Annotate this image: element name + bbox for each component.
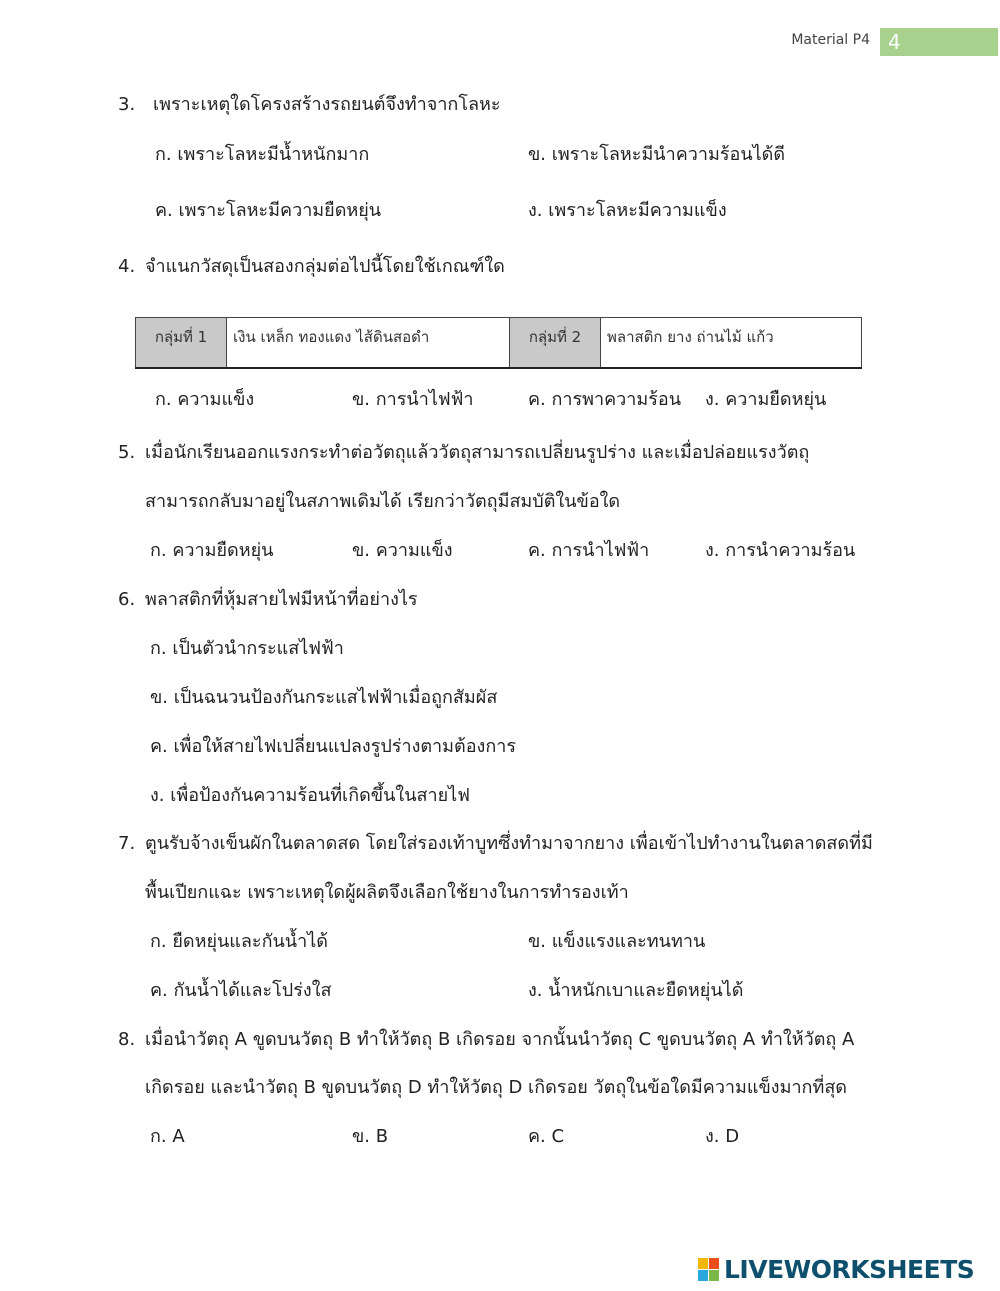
question-3-text: เพราะเหตุใดโครงสร้างรถยนต์จึงทำจากโลหะ	[153, 94, 501, 115]
question-3-option-c: ค. เพราะโลหะมีความยืดหยุ่น	[155, 200, 382, 221]
question-5-text: เมื่อนักเรียนออกแรงกระทำต่อวัตถุแล้ววัตถุสามารถเปลี่ยนรูปร่าง และเมื่อปล่อยแรงวัตถุ	[145, 442, 810, 463]
question-7-number: 7.	[118, 833, 136, 854]
liveworksheets-logo-icon	[698, 1258, 720, 1282]
question-5-number: 5.	[118, 442, 136, 463]
page-number: 4	[888, 30, 901, 54]
question-6-number: 6.	[118, 589, 136, 610]
page-number-badge	[880, 28, 998, 56]
question-5-text-line2: สามารถกลับมาอยู่ในสภาพเดิมได้ เรียกว่าวัตถุมีสมบัติในข้อใด	[145, 491, 621, 512]
question-4-option-d: ง. ความยืดหยุ่น	[705, 389, 827, 410]
question-4-text: จำแนกวัสดุเป็นสองกลุ่มต่อไปนี้โดยใช้เกณฑ์ใด	[145, 256, 505, 277]
question-4-option-a: ก. ความแข็ง	[155, 389, 255, 410]
material-groups-table	[135, 317, 862, 369]
question-8-option-a: ก. A	[150, 1126, 185, 1147]
question-5-option-c: ค. การนำไฟฟ้า	[528, 540, 650, 561]
question-4-number: 4.	[118, 256, 136, 277]
question-3-number: 3.	[118, 94, 136, 115]
question-8-text-line2: เกิดรอย และนำวัตถุ B ขูดบนวัตถุ D ทำให้วัตถุ D เกิดรอย วัตถุในข้อใดมีความแข็งมากที่สุด	[145, 1077, 847, 1098]
question-8-number: 8.	[118, 1029, 136, 1050]
question-7-option-a: ก. ยืดหยุ่นและกันน้ำได้	[150, 931, 328, 952]
question-7-text: ตูนรับจ้างเข็นผักในตลาดสด โดยใส่รองเท้าบูทซึ่งทำมาจากยาง เพื่อเข้าไปทำงานในตลาดสดที่มี	[145, 833, 873, 854]
group-2-label: กลุ่มที่ 2	[510, 318, 601, 369]
question-8-option-b: ข. B	[352, 1126, 389, 1147]
question-6-option-d: ง. เพื่อป้องกันความร้อนที่เกิดขึ้นในสายไฟ	[150, 785, 470, 806]
liveworksheets-logo: LIVEWORKSHEETS	[724, 1255, 975, 1284]
question-7-option-d: ง. น้ำหนักเบาและยืดหยุ่นได้	[528, 980, 744, 1001]
question-5-option-a: ก. ความยืดหยุ่น	[150, 540, 274, 561]
question-5-option-d: ง. การนำความร้อน	[705, 540, 856, 561]
question-6-option-b: ข. เป็นฉนวนป้องกันกระแสไฟฟ้าเมื่อถูกสัมผัส	[150, 687, 498, 708]
question-3-option-b: ข. เพราะโลหะมีนำความร้อนได้ดี	[528, 144, 786, 165]
question-6-option-a: ก. เป็นตัวนำกระแสไฟฟ้า	[150, 638, 344, 659]
question-8-option-d: ง. D	[705, 1126, 740, 1147]
question-4-option-c: ค. การพาความร้อน	[528, 389, 682, 410]
question-3-option-a: ก. เพราะโลหะมีน้ำหนักมาก	[155, 144, 370, 165]
question-7-text-line2: พื้นเปียกแฉะ เพราะเหตุใดผู้ผลิตจึงเลือกใช้ยางในการทำรองเท้า	[145, 882, 629, 903]
question-6-text: พลาสติกที่หุ้มสายไฟมีหน้าที่อย่างไร	[145, 589, 418, 610]
question-3-option-d: ง. เพราะโลหะมีความแข็ง	[528, 200, 727, 221]
question-7-option-c: ค. กันน้ำได้และโปร่งใส	[150, 980, 332, 1001]
group-1-label: กลุ่มที่ 1	[136, 318, 227, 369]
group-1-items: เงิน เหล็ก ทองแดง ไส้ดินสอดำ	[227, 318, 510, 369]
question-8-option-c: ค. C	[528, 1126, 565, 1147]
header-title: Material P4	[791, 32, 870, 48]
question-4-option-b: ข. การนำไฟฟ้า	[352, 389, 474, 410]
question-8-text: เมื่อนำวัตถุ A ขูดบนวัตถุ B ทำให้วัตถุ B เกิดรอย จากนั้นนำวัตถุ C ขูดบนวัตถุ A ทำให้วัตถุ A	[145, 1029, 855, 1050]
question-6-option-c: ค. เพื่อให้สายไฟเปลี่ยนแปลงรูปร่างตามต้องการ	[150, 736, 516, 757]
question-7-option-b: ข. แข็งแรงและทนทาน	[528, 931, 706, 952]
question-5-option-b: ข. ความแข็ง	[352, 540, 453, 561]
group-2-items: พลาสติก ยาง ถ่านไม้ แก้ว	[601, 318, 862, 369]
